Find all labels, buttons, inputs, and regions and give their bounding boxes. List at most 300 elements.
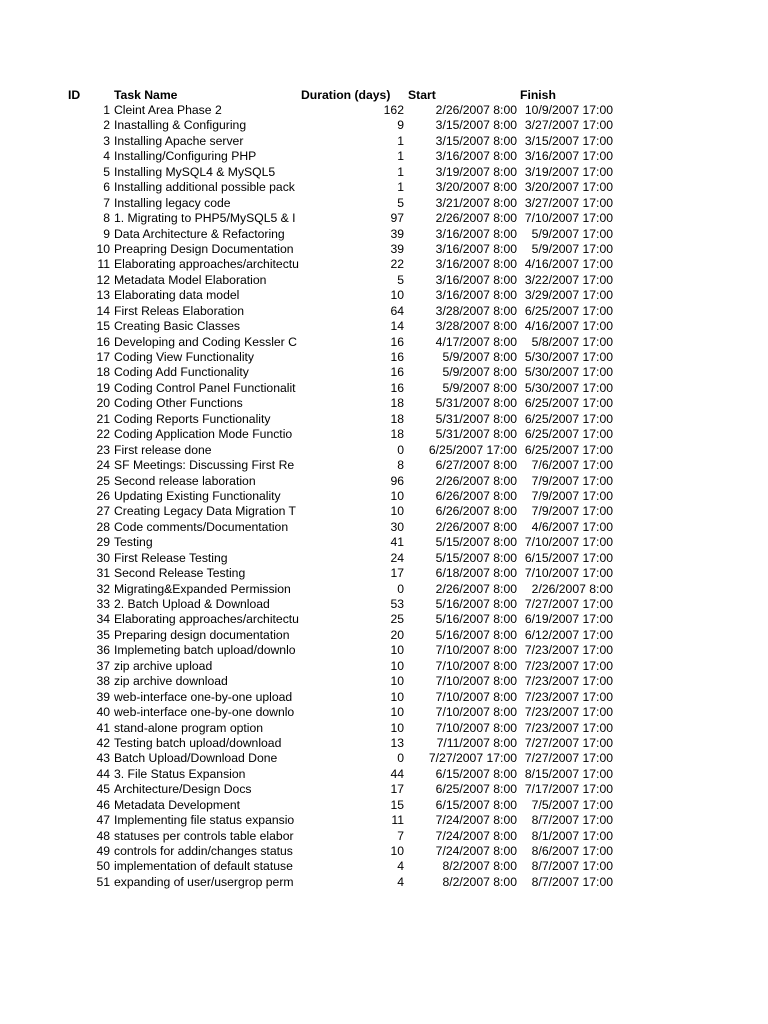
task-name-cell: First release done: [114, 442, 212, 457]
task-table: [0, 87, 768, 890]
task-id-cell: 42: [96, 735, 110, 750]
start-cell: 5/16/2007 8:00: [435, 627, 517, 642]
table-row: [0, 227, 768, 242]
task-name-cell: Elaborating approaches/architectu: [114, 257, 299, 272]
task-name-cell: Installing Apache server: [114, 133, 244, 148]
task-id-cell: 48: [96, 828, 110, 843]
finish-cell: 2/26/2007 8:00: [531, 581, 613, 596]
finish-cell: 5/30/2007 17:00: [524, 365, 613, 380]
task-name-cell: Testing: [114, 535, 153, 550]
start-cell: 7/24/2007 8:00: [435, 844, 517, 858]
finish-cell: 7/27/2007 17:00: [524, 597, 613, 611]
start-cell: 6/18/2007 8:00: [435, 566, 517, 581]
task-id-cell: 29: [96, 535, 110, 550]
start-cell: 3/16/2007 8:00: [435, 288, 517, 303]
task-name-cell: statuses per controls table elabor: [114, 828, 294, 843]
table-row: [0, 319, 768, 334]
duration-cell: 10: [390, 844, 404, 858]
duration-cell: 5: [397, 195, 404, 210]
duration-cell: 5: [397, 272, 404, 287]
task-id-cell: 10: [96, 241, 110, 256]
task-id-cell: 28: [96, 519, 110, 534]
task-name-cell: SF Meetings: Discussing First Re: [114, 458, 295, 473]
start-cell: 3/16/2007 8:00: [435, 257, 517, 272]
start-cell: 5/16/2007 8:00: [435, 612, 517, 627]
table-row: [0, 427, 768, 442]
task-id-cell: 11: [97, 257, 110, 272]
task-id-cell: 51: [96, 874, 110, 889]
duration-cell: 4: [397, 874, 404, 889]
table-row: [0, 859, 768, 874]
task-name-cell: Metadata Model Elaboration: [114, 272, 267, 287]
finish-cell: 8/15/2007 17:00: [524, 766, 613, 781]
finish-cell: 7/10/2007 17:00: [524, 566, 613, 581]
task-id-cell: 40: [96, 705, 110, 720]
start-cell: 6/25/2007 17:00: [428, 442, 517, 457]
finish-cell: 8/7/2007 17:00: [531, 874, 613, 889]
task-id-cell: 22: [96, 427, 110, 442]
duration-cell: 1: [397, 149, 404, 164]
task-id-cell: 37: [96, 658, 110, 673]
start-cell: 5/9/2007 8:00: [442, 350, 517, 364]
task-name-cell: expanding of user/usergrop perm: [114, 874, 294, 889]
finish-cell: 6/25/2007 17:00: [524, 411, 613, 426]
duration-cell: 53: [390, 597, 404, 611]
finish-cell: 8/1/2007 17:00: [531, 828, 613, 843]
table-row: [0, 628, 768, 643]
finish-cell: 7/9/2007 17:00: [531, 504, 613, 519]
task-name-cell: Elaborating approaches/architectu: [114, 612, 299, 627]
task-id-cell: 2: [103, 118, 110, 133]
start-cell: 3/16/2007 8:00: [435, 272, 517, 287]
task-id-cell: 7: [103, 195, 110, 210]
duration-cell: 18: [390, 411, 404, 426]
start-cell: 5/31/2007 8:00: [435, 396, 517, 411]
task-name-cell: Installing additional possible pack: [114, 180, 295, 195]
task-name-cell: 2. Batch Upload & Download: [114, 597, 270, 611]
start-cell: 6/27/2007 8:00: [435, 458, 517, 473]
start-cell: 2/26/2007 8:00: [435, 581, 517, 596]
duration-cell: 20: [390, 627, 404, 642]
table-row: [0, 149, 768, 164]
start-cell: 3/28/2007 8:00: [435, 303, 517, 318]
finish-cell: 7/9/2007 17:00: [531, 473, 613, 488]
task-name-cell: web-interface one-by-one upload: [114, 689, 293, 704]
header-duration: Duration (days): [301, 88, 391, 102]
duration-cell: 10: [390, 674, 404, 689]
task-id-cell: 45: [96, 782, 110, 797]
start-cell: 5/15/2007 8:00: [435, 550, 517, 565]
duration-cell: 64: [390, 303, 404, 318]
duration-cell: 0: [397, 751, 404, 766]
start-cell: 5/9/2007 8:00: [442, 365, 517, 380]
task-name-cell: Testing batch upload/download: [114, 735, 282, 750]
header-finish: Finish: [520, 88, 556, 102]
table-row: [0, 875, 768, 890]
finish-cell: 8/7/2007 17:00: [531, 813, 613, 828]
finish-cell: 8/6/2007 17:00: [531, 844, 613, 858]
duration-cell: 18: [390, 396, 404, 411]
start-cell: 5/16/2007 8:00: [435, 597, 517, 611]
start-cell: 3/15/2007 8:00: [435, 118, 517, 133]
task-id-cell: 14: [96, 303, 110, 318]
start-cell: 3/28/2007 8:00: [435, 319, 517, 334]
duration-cell: 39: [390, 241, 404, 256]
finish-cell: 3/16/2007 17:00: [524, 149, 613, 164]
task-name-cell: Migrating&Expanded Permission: [114, 581, 291, 596]
finish-cell: 4/16/2007 17:00: [524, 319, 613, 334]
start-cell: 7/10/2007 8:00: [435, 658, 517, 673]
task-id-cell: 19: [96, 380, 110, 395]
duration-cell: 30: [390, 519, 404, 534]
duration-cell: 0: [397, 442, 404, 457]
table-row: [0, 474, 768, 489]
finish-cell: 10/9/2007 17:00: [524, 103, 613, 117]
task-name-cell: Code comments/Documentation: [114, 519, 289, 534]
start-cell: 2/26/2007 8:00: [435, 211, 517, 226]
start-cell: 7/10/2007 8:00: [435, 720, 517, 735]
start-cell: 3/16/2007 8:00: [435, 149, 517, 164]
finish-cell: 5/9/2007 17:00: [531, 226, 613, 241]
table-row: [0, 782, 768, 797]
start-cell: 5/15/2007 8:00: [435, 535, 517, 550]
table-row: [0, 813, 768, 828]
task-id-cell: 47: [96, 813, 110, 828]
finish-cell: 6/25/2007 17:00: [524, 442, 613, 457]
task-name-cell: First Release Testing: [114, 550, 228, 565]
duration-cell: 97: [390, 211, 404, 226]
table-row: [0, 381, 768, 396]
table-row: [0, 134, 768, 149]
header-row: [0, 87, 768, 103]
table-row: [0, 736, 768, 751]
finish-cell: 7/27/2007 17:00: [524, 735, 613, 750]
task-id-cell: 18: [96, 365, 110, 380]
start-cell: 5/9/2007 8:00: [442, 380, 517, 395]
finish-cell: 7/23/2007 17:00: [524, 658, 613, 673]
duration-cell: 41: [390, 535, 404, 550]
task-id-cell: 8: [103, 211, 110, 226]
finish-cell: 3/27/2007 17:00: [524, 195, 613, 210]
duration-cell: 16: [390, 350, 404, 364]
start-cell: 7/10/2007 8:00: [435, 674, 517, 689]
start-cell: 7/10/2007 8:00: [435, 643, 517, 658]
task-name-cell: controls for addin/changes status: [114, 844, 293, 858]
start-cell: 5/31/2007 8:00: [435, 427, 517, 442]
task-name-cell: Implemeting batch upload/downlo: [114, 643, 296, 658]
finish-cell: 7/5/2007 17:00: [531, 797, 613, 812]
task-id-cell: 27: [96, 504, 110, 519]
start-cell: 6/15/2007 8:00: [435, 797, 517, 812]
task-id-cell: 3: [103, 133, 110, 148]
duration-cell: 9: [397, 118, 404, 133]
task-name-cell: Coding Control Panel Functionalit: [114, 380, 296, 395]
table-row: [0, 335, 768, 350]
task-id-cell: 41: [96, 720, 110, 735]
table-row: [0, 566, 768, 581]
table-row: [0, 396, 768, 411]
finish-cell: 6/19/2007 17:00: [524, 612, 613, 627]
task-name-cell: Creating Legacy Data Migration T: [114, 504, 297, 519]
task-id-cell: 36: [96, 643, 110, 658]
table-row: [0, 443, 768, 458]
duration-cell: 10: [390, 643, 404, 658]
task-name-cell: zip archive upload: [114, 658, 213, 673]
finish-cell: 7/23/2007 17:00: [524, 674, 613, 689]
task-name-cell: Inastalling & Configuring: [114, 118, 247, 133]
task-id-cell: 46: [96, 797, 110, 812]
start-cell: 3/21/2007 8:00: [435, 195, 517, 210]
header-start: Start: [408, 88, 436, 102]
task-name-cell: Second Release Testing: [114, 566, 246, 581]
task-name-cell: Coding View Functionality: [114, 350, 255, 364]
duration-cell: 4: [397, 859, 404, 874]
table-row: [0, 288, 768, 303]
task-id-cell: 9: [103, 226, 110, 241]
duration-cell: 22: [390, 257, 404, 272]
duration-cell: 16: [390, 334, 404, 349]
table-row: [0, 612, 768, 627]
table-row: [0, 242, 768, 257]
task-name-cell: Data Architecture & Refactoring: [114, 226, 285, 241]
task-name-cell: zip archive download: [114, 674, 228, 689]
task-name-cell: Second release laboration: [114, 473, 256, 488]
table-row: [0, 412, 768, 427]
task-id-cell: 17: [96, 350, 110, 364]
duration-cell: 25: [390, 612, 404, 627]
finish-cell: 6/25/2007 17:00: [524, 303, 613, 318]
table-row: [0, 535, 768, 550]
finish-cell: 5/30/2007 17:00: [524, 350, 613, 364]
finish-cell: 7/6/2007 17:00: [531, 458, 613, 473]
duration-cell: 11: [391, 813, 404, 828]
finish-cell: 3/22/2007 17:00: [524, 272, 613, 287]
header-task-name: Task Name: [114, 88, 178, 102]
start-cell: 7/11/2007 8:00: [436, 735, 517, 750]
table-row: [0, 165, 768, 180]
task-id-cell: 4: [103, 149, 110, 164]
task-name-cell: Installing/Configuring PHP: [114, 149, 257, 164]
task-name-cell: Updating Existing Functionality: [114, 488, 281, 503]
duration-cell: 10: [390, 720, 404, 735]
duration-cell: 96: [390, 473, 404, 488]
task-name-cell: Preparing design documentation: [114, 627, 290, 642]
task-id-cell: 44: [96, 766, 110, 781]
finish-cell: 8/7/2007 17:00: [531, 859, 613, 874]
task-id-cell: 43: [96, 751, 110, 766]
finish-cell: 7/23/2007 17:00: [524, 643, 613, 658]
start-cell: 7/27/2007 17:00: [428, 751, 517, 766]
duration-cell: 16: [390, 380, 404, 395]
finish-cell: 4/6/2007 17:00: [531, 519, 613, 534]
task-name-cell: Cleint Area Phase 2: [114, 103, 222, 117]
table-row: [0, 304, 768, 319]
table-row: [0, 597, 768, 612]
finish-cell: 6/15/2007 17:00: [524, 550, 613, 565]
finish-cell: 7/10/2007 17:00: [524, 211, 613, 226]
table-row: [0, 798, 768, 813]
start-cell: 3/19/2007 8:00: [435, 164, 517, 179]
duration-cell: 39: [390, 226, 404, 241]
table-row: [0, 350, 768, 365]
task-id-cell: 12: [96, 272, 110, 287]
finish-cell: 7/10/2007 17:00: [524, 535, 613, 550]
finish-cell: 7/27/2007 17:00: [524, 751, 613, 766]
task-name-cell: Metadata Development: [114, 797, 241, 812]
task-id-cell: 1: [103, 103, 110, 117]
duration-cell: 24: [390, 550, 404, 565]
duration-cell: 10: [390, 288, 404, 303]
table-row: [0, 365, 768, 380]
task-name-cell: Installing legacy code: [114, 195, 231, 210]
table-row: [0, 844, 768, 859]
table-row: [0, 705, 768, 720]
start-cell: 6/26/2007 8:00: [435, 488, 517, 503]
start-cell: 6/26/2007 8:00: [435, 504, 517, 519]
task-id-cell: 33: [96, 597, 110, 611]
table-body: [0, 103, 768, 890]
duration-cell: 15: [390, 797, 404, 812]
finish-cell: 3/27/2007 17:00: [524, 118, 613, 133]
task-id-cell: 49: [96, 844, 110, 858]
header-id: ID: [68, 88, 81, 102]
table-row: [0, 643, 768, 658]
task-id-cell: 34: [96, 612, 110, 627]
task-name-cell: Developing and Coding Kessler C: [114, 334, 297, 349]
start-cell: 8/2/2007 8:00: [442, 874, 517, 889]
start-cell: 2/26/2007 8:00: [435, 103, 517, 117]
finish-cell: 7/9/2007 17:00: [531, 488, 613, 503]
task-name-cell: Installing MySQL4 & MySQL5: [114, 164, 276, 179]
start-cell: 3/16/2007 8:00: [435, 241, 517, 256]
task-id-cell: 50: [96, 859, 110, 874]
table-row: [0, 829, 768, 844]
start-cell: 3/20/2007 8:00: [435, 180, 517, 195]
table-row: [0, 103, 768, 118]
table-row: [0, 273, 768, 288]
finish-cell: 6/25/2007 17:00: [524, 427, 613, 442]
duration-cell: 10: [390, 488, 404, 503]
start-cell: 3/16/2007 8:00: [435, 226, 517, 241]
start-cell: 3/15/2007 8:00: [435, 133, 517, 148]
task-name-cell: Implementing file status expansio: [114, 813, 295, 828]
duration-cell: 17: [390, 566, 404, 581]
finish-cell: 7/23/2007 17:00: [524, 720, 613, 735]
finish-cell: 3/15/2007 17:00: [524, 133, 613, 148]
task-name-cell: implementation of default statuse: [114, 859, 293, 874]
task-name-cell: Coding Application Mode Functio: [114, 427, 293, 442]
task-id-cell: 5: [103, 164, 110, 179]
task-id-cell: 39: [96, 689, 110, 704]
finish-cell: 6/25/2007 17:00: [524, 396, 613, 411]
task-name-cell: Batch Upload/Download Done: [114, 751, 278, 766]
task-name-cell: Elaborating data model: [114, 288, 240, 303]
duration-cell: 10: [390, 504, 404, 519]
table-row: [0, 520, 768, 535]
task-name-cell: Creating Basic Classes: [114, 319, 240, 334]
task-id-cell: 38: [96, 674, 110, 689]
finish-cell: 3/19/2007 17:00: [524, 164, 613, 179]
task-id-cell: 24: [96, 458, 110, 473]
duration-cell: 18: [390, 427, 404, 442]
duration-cell: 10: [390, 689, 404, 704]
task-name-cell: Coding Reports Functionality: [114, 411, 271, 426]
table-row: [0, 767, 768, 782]
table-row: [0, 458, 768, 473]
duration-cell: 10: [390, 705, 404, 720]
duration-cell: 0: [397, 581, 404, 596]
task-name-cell: Preapring Design Documentation: [114, 241, 294, 256]
finish-cell: 4/16/2007 17:00: [524, 257, 613, 272]
duration-cell: 44: [390, 766, 404, 781]
start-cell: 7/10/2007 8:00: [435, 689, 517, 704]
start-cell: 7/24/2007 8:00: [435, 813, 517, 828]
table-row: [0, 118, 768, 133]
finish-cell: 7/23/2007 17:00: [524, 705, 613, 720]
task-name-cell: First Releas Elaboration: [114, 303, 245, 318]
table-row: [0, 659, 768, 674]
task-name-cell: Coding Other Functions: [114, 396, 243, 411]
finish-cell: 7/17/2007 17:00: [524, 782, 613, 797]
finish-cell: 3/20/2007 17:00: [524, 180, 613, 195]
task-id-cell: 23: [96, 442, 110, 457]
start-cell: 4/17/2007 8:00: [435, 334, 517, 349]
task-id-cell: 25: [96, 473, 110, 488]
table-row: [0, 196, 768, 211]
duration-cell: 10: [390, 658, 404, 673]
finish-cell: 7/23/2007 17:00: [524, 689, 613, 704]
table-row: [0, 690, 768, 705]
start-cell: 2/26/2007 8:00: [435, 473, 517, 488]
table-row: [0, 674, 768, 689]
duration-cell: 1: [397, 133, 404, 148]
task-name-cell: web-interface one-by-one downlo: [114, 705, 295, 720]
task-name-cell: 3. File Status Expansion: [114, 766, 246, 781]
start-cell: 7/10/2007 8:00: [435, 705, 517, 720]
start-cell: 2/26/2007 8:00: [435, 519, 517, 534]
duration-cell: 13: [390, 735, 404, 750]
duration-cell: 8: [397, 458, 404, 473]
start-cell: 7/24/2007 8:00: [435, 828, 517, 843]
task-id-cell: 31: [96, 566, 110, 581]
task-id-cell: 32: [96, 581, 110, 596]
finish-cell: 5/30/2007 17:00: [524, 380, 613, 395]
finish-cell: 6/12/2007 17:00: [524, 627, 613, 642]
task-name-cell: stand-alone program option: [114, 720, 264, 735]
table-row: [0, 180, 768, 195]
table-row: [0, 551, 768, 566]
duration-cell: 17: [390, 782, 404, 797]
table-row: [0, 489, 768, 504]
task-id-cell: 13: [96, 288, 110, 303]
duration-cell: 14: [390, 319, 404, 334]
duration-cell: 162: [383, 103, 404, 117]
task-name-cell: 1. Migrating to PHP5/MySQL5 & I: [114, 211, 296, 226]
duration-cell: 1: [397, 164, 404, 179]
duration-cell: 16: [390, 365, 404, 380]
table-row: [0, 504, 768, 519]
duration-cell: 1: [397, 180, 404, 195]
start-cell: 5/31/2007 8:00: [435, 411, 517, 426]
task-name-cell: Coding Add Functionality: [114, 365, 249, 380]
start-cell: 6/25/2007 8:00: [435, 782, 517, 797]
table-row: [0, 582, 768, 597]
finish-cell: 5/9/2007 17:00: [531, 241, 613, 256]
table-row: [0, 721, 768, 736]
table-row: [0, 257, 768, 272]
task-id-cell: 6: [103, 180, 110, 195]
task-id-cell: 30: [96, 550, 110, 565]
